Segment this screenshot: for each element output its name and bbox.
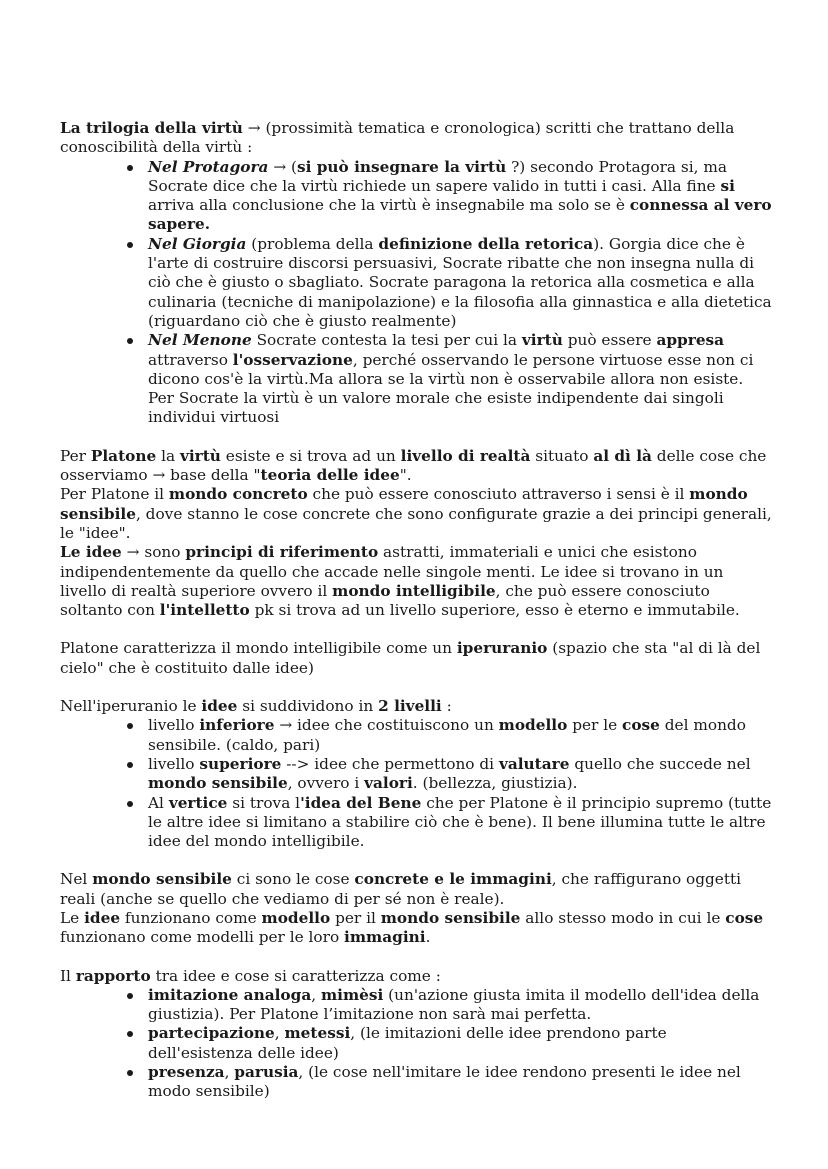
list-item-inferiore: livello inferiore → idee che costituiscono un modello per le cose del mondo sensibile. (caldo, pari) <box>148 716 772 755</box>
trilogia-title: La trilogia della virtù <box>60 119 243 137</box>
platone-virtu-paragraph: Per Platone la virtù esiste e si trova ad un livello di realtà situato al dì là delle cose che osserviamo → base della "teoria delle idee". <box>60 446 767 485</box>
list-item-imitazione: imitazione analoga, mimèsi (un'azione giusta imita il modello dell'idea della giustizia). Per Platone l’imitazione non sarà mai perfetta. <box>148 986 772 1025</box>
mondo-sensibile-paragraph: Per Platone il mondo concreto che può essere conosciuto attraverso i sensi è il mondo sensibile, dove stanno le cose concrete che sono configurate grazie a dei principi generali, le "idee". <box>60 485 772 542</box>
mondo-sensibile-immagini-paragraph: Nel mondo sensibile ci sono le cose concrete e le immagini, che raffigurano oggetti reali (anche se quello che vediamo di per sé non è reale). <box>60 870 742 908</box>
iperuranio-paragraph: Platone caratterizza il mondo intelligibile come un iperuranio (spazio che sta "al di là del cielo" che è costituito dalle idee) <box>60 639 761 677</box>
trilogia-list <box>60 158 772 428</box>
list-item-menone: Nel Menone Socrate contesta la tesi per cui la virtù può essere appresa attraverso l'osservazione, perché osservando le persone virtuose esse non ci dicono cos'è la virtù.Ma allora se la virtù non è osservabile allora non esiste. Per Socrate la virtù è un valore morale che esiste indipendente dai singoli individui virtuosi <box>148 331 772 427</box>
trilogia-paragraph: La trilogia della virtù → (prossimità tematica e cronologica) scritti che trattano della conoscibilità della virtù : <box>60 119 735 157</box>
list-item-vertice: Al vertice si trova l'idea del Bene che per Platone è il principio supremo (tutte le altre idee si limitano a stabilire ciò che è bene). Il bene illumina tutte le altre idee del mondo intelligibile. <box>148 793 772 851</box>
document-page <box>60 119 772 1102</box>
rapporto-paragraph: Il rapporto tra idee e cose si caratterizza come : <box>60 966 441 985</box>
livelli-list <box>60 716 772 851</box>
list-item-presenza: presenza, parusia, (le cose nell'imitare le idee rendono presenti le idee nel modo sensibile) <box>148 1063 772 1102</box>
rapporto-list <box>60 986 772 1102</box>
livelli-paragraph: Nell'iperuranio le idee si suddividono in 2 livelli : <box>60 697 452 716</box>
idee-paragraph: Le idee → sono principi di riferimento astratti, immateriali e unici che esistono indipendentemente da quello che accade nelle singole menti. Le idee si trovano in un livello di realtà superiore ovvero il mondo intelligibile, che può essere conosciuto soltanto con l'intelletto pk si trova ad un livello superiore, esso è eterno e immutabile. <box>60 543 740 620</box>
list-item-partecipazione: partecipazione, metessi, (le imitazioni delle idee prendono parte dell'esistenza delle idee) <box>148 1024 772 1063</box>
list-item-giorgia: Nel Giorgia (problema della definizione della retorica). Gorgia dice che è l'arte di costruire discorsi persuasivi, Socrate ribatte che non insegna nulla di ciò che è giusto o sbagliato. Socrate paragona la retorica alla cosmetica e alla culinaria (tecniche di manipolazione) e la filosofia alla ginnastica e alla dietetica (riguardano ciò che è giusto realmente) <box>148 234 772 330</box>
list-item-protagora: Nel Protagora → (si può insegnare la virtù ?) secondo Protagora si, ma Socrate dice che la virtù richiede un sapere valido in tutti i casi. Alla fine si arriva alla conclusione che la virtù è insegnabile ma solo se è connessa al vero sapere. <box>148 157 772 234</box>
list-item-superiore: livello superiore --> idee che permettono di valutare quello che succede nel mondo sensibile, ovvero i valori. (bellezza, giustizia). <box>148 755 772 794</box>
idee-modello-paragraph: Le idee funzionano come modello per il mondo sensibile allo stesso modo in cui le cose funzionano come modelli per le loro immagini. <box>60 908 764 947</box>
